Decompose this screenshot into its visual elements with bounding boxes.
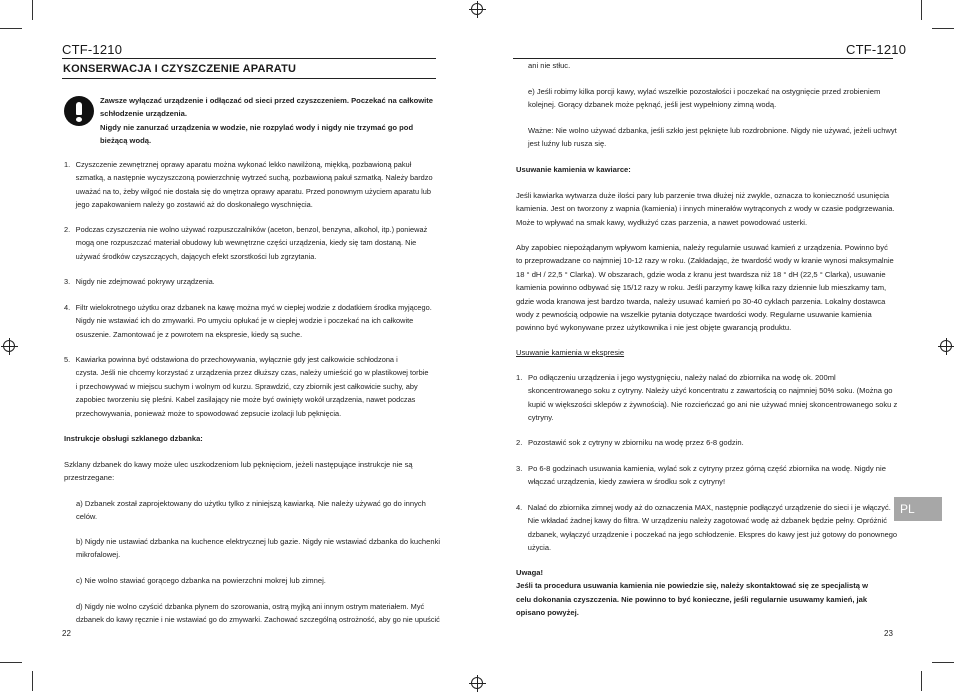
- item-line: Czyszczenie zewnętrznej oprawy aparatu można wykonać lekko nawilżoną, miękką, pozbawioną pakuł: [75, 160, 412, 169]
- paragraph-line: wody z pewnością odpowie na wszelkie pytania dotyczące twardości wody. Regularne usuwanie kamienia: [516, 310, 872, 320]
- caution-line: celu dokonania czyszczenia. Nie powinno to być konieczne, jeśli regularnie usuwamy kamień, jak: [516, 594, 868, 604]
- step-line: Pozostawić sok z cytryny w zbiorniku na wodę przez 6-8 godzin.: [528, 438, 744, 447]
- item-line: używać środków czyszczących, dających efekt szorstkości lub zgrzytania.: [75, 251, 317, 261]
- registration-mark-icon: [471, 3, 483, 15]
- descale-step-2: [516, 436, 744, 449]
- paragraph-line: gdzie woda kranowa jest bardzo twarda, należy usuwać kamień po 30-40 cyklach parzenia. Lokalny dostawca: [516, 296, 886, 306]
- crop-mark: [32, 671, 33, 691]
- glass-item-line: mikrofalowej.: [76, 550, 121, 560]
- continuation-line: ani nie stłuc.: [528, 61, 571, 70]
- page-number: 22: [62, 629, 71, 638]
- section-title: KONSERWACJA I CZYSZCZENIE APARATU: [63, 63, 297, 75]
- crop-mark: [0, 28, 22, 29]
- step-number: 2.: [516, 438, 523, 447]
- warning-line: Zawsze wyłączać urządzenie i odłączać od sieci przed czyszczeniem. Poczekać na całkowite: [100, 96, 434, 105]
- crop-mark: [921, 0, 922, 20]
- glass-item-line: celów.: [76, 512, 98, 522]
- maintenance-item-3: [64, 275, 440, 288]
- item-line: osuszenie. Zamontować je z powrotem na ekspresie, kiedy są suche.: [75, 329, 303, 339]
- left-page: [0, 0, 477, 691]
- important-note: [528, 124, 897, 151]
- step-line: użycia.: [527, 543, 552, 553]
- item-line: Filtr wielokrotnego użytku oraz dzbanek na kawę można myć w ciepłej wodzie z dodatkiem środka myjącego.: [75, 303, 432, 312]
- item-number: 4.: [64, 303, 71, 312]
- item-line: Nigdy nie wstawiać ich do zmywarki. Po umyciu opłukać je w ciepłej wodzie i poczekać na ich całkowite: [75, 316, 414, 326]
- caution-line: Uwaga!: [516, 568, 544, 577]
- descale-paragraph-1: [516, 189, 895, 229]
- maintenance-item-5: [64, 353, 440, 420]
- right-page-header: CTF-1210: [846, 42, 907, 57]
- step-line: Nie wkładać żadnej kawy do filtra. W urządzeniu należy zagotować wodę aż dzbanek będzie pełny. Opróżnić: [527, 516, 887, 526]
- item-line: Kawiarka powinna być odstawiona do przechowywania, wyłącznie gdy jest całkowicie schłodzona i: [75, 355, 398, 364]
- glass-item-line: a) Dzbanek został zaprojektowany do użytku tylko z niniejszą kawiarką. Nie należy używać go do innych: [76, 499, 426, 508]
- paragraph-line: 18 ° dH / 22,5 ° Clarka). W obszarach, gdzie woda z kranu jest twardsza niż 18 ° dH (22,5 ° Clarka), usuwanie: [516, 269, 886, 279]
- step-number: 1.: [516, 373, 523, 382]
- glass-item-line: dzbanek do kawy ręcznie i nie wstawiać go do zmywarki. Zachować szczególną ostrożność, aby go nie upuścić: [76, 615, 440, 625]
- right-page: [477, 0, 954, 691]
- maintenance-item-2: [64, 223, 440, 263]
- paragraph-line: kamienia. Jest on tworzony z wapnia (kamienia) i innych minerałów wytrąconych z wody w czasie podgrzewania.: [516, 204, 895, 214]
- crop-mark: [32, 0, 33, 20]
- item-number: 5.: [64, 355, 71, 364]
- crop-mark: [932, 662, 954, 663]
- glass-item-e: [528, 85, 880, 112]
- paragraph-line: to przeprowadzane co najmniej 10-12 razy w roku. (Zakładając, że twardość wody w kranie wynosi maksymalnie: [516, 256, 894, 266]
- glass-item-line: e) Jeśli robimy kilka porcji kawy, wylać wszelkie pozostałości i poczekać na ostygnięcie przed zrobieniem: [528, 87, 881, 96]
- paragraph-line: Aby zapobiec niepożądanym wpływom kamienia, należy regularnie usuwać kamień z urządzenia. Powinno być: [516, 243, 888, 252]
- glass-item-line: kolejnej. Gorący dzbanek może pęknąć, jeśli jest wypełniony zimną wodą.: [528, 100, 777, 110]
- item-line: zapobiec tworzeniu się pleśni. Kabel zasilający nie może być owinięty wokół urządzenia, nawet podczas: [75, 395, 416, 405]
- glass-item-line: d) Nigdy nie wolno czyścić dzbanka płynem do szorowania, ostrą myjką ani innym ostrym materiałem. Myć: [76, 602, 425, 611]
- caution-note: [516, 566, 868, 620]
- glass-intro-line: Szklany dzbanek do kawy może ulec uszkodzeniom lub pęknięciom, jeżeli następujące instrukcje nie są: [64, 460, 413, 469]
- espresso-heading: Usuwanie kamienia w ekspresie: [516, 348, 625, 357]
- step-line: skoncentrowanego soku z cytryny. Należy użyć koncentratu z zawartością co najmniej 50% soku. (Można go: [528, 386, 893, 396]
- warning-line: schłodzenie urządzenia.: [100, 109, 187, 119]
- descale-step-3: [516, 462, 886, 489]
- descale-step-4: [516, 501, 897, 555]
- item-line: mogą one rozpuszczać materiał obudowy lub wewnętrzne części urządzenia, kiedy się tam dostaną. Nie: [75, 238, 417, 248]
- item-line: szmatką, a następnie wyczyszczoną powierzchnię wytrzeć suchą, pozbawioną pakuł szmatką. Należy bardzo: [75, 173, 433, 183]
- paragraph-line: powinno być wykonywane przez użytkownika i nie jest objęte gwarancją produktu.: [516, 323, 792, 333]
- registration-mark-icon: [3, 340, 15, 352]
- step-line: dzbanek, wyłączyć urządzenie i poczekać na jego schłodzenie. Ekspres do kawy jest już gotowy do ponownego: [527, 529, 898, 539]
- registration-mark-icon: [940, 340, 952, 352]
- step-number: 3.: [516, 464, 523, 473]
- warning-text: [100, 94, 433, 148]
- important-line: jest luźny lub rusza się.: [528, 139, 607, 149]
- language-tab: PL: [894, 497, 942, 521]
- crop-mark: [0, 662, 22, 663]
- item-number: 2.: [64, 225, 71, 234]
- glass-heading: Instrukcje obsługi szklanego dzbanka:: [64, 434, 203, 443]
- step-line: Po odłączeniu urządzenia i jego wystygnięciu, należy nalać do zbiornika na wodę ok. 200ml: [528, 373, 836, 382]
- crop-mark: [921, 671, 922, 691]
- glass-item-b: [76, 535, 440, 562]
- paragraph-line: kamienia powinno odbywać się 15/12 razy w roku. Jeśli parzymy kawę kilka razy dziennie lub mieszkamy tam,: [516, 283, 887, 293]
- step-line: Po 6-8 godzinach usuwania kamienia, wylać sok z cytryny przez górną część zbiornika na wodę. Nigdy nie: [528, 464, 886, 473]
- warning-line: bieżącą wodą.: [100, 136, 152, 146]
- left-header-rule: [62, 58, 436, 59]
- maintenance-item-1: [64, 158, 440, 212]
- item-line: Nigdy nie zdejmować pokrywy urządzenia.: [75, 277, 215, 286]
- glass-intro-line: przestrzegane:: [64, 473, 115, 483]
- section-title-rule: [62, 78, 436, 79]
- maintenance-item-4: [64, 301, 440, 341]
- item-line: czysta. Jeśli nie chcemy korzystać z urządzenia przez dłuższy czas, należy umieścić go w plastikowej torbie: [75, 368, 429, 378]
- descale-paragraph-2: [516, 241, 894, 335]
- paragraph-line: Jeśli kawiarka wytwarza duże ilości pary lub parzenie trwa dłużej niż zwykle, oznacza to konieczność usunięcia: [516, 191, 890, 200]
- item-number: 1.: [64, 160, 71, 169]
- item-line: uważać na to, żeby wilgoć nie dostała się do wnętrza oprawy aparatu. Przed ponownym użyciem aparatu lub: [75, 186, 431, 196]
- caution-line: opisano powyżej.: [516, 608, 579, 618]
- glass-item-line: b) Nigdy nie ustawiać dzbanka na kuchence elektrycznej lub gazie. Nigdy nie wstawiać dzbanka do kuchenki: [76, 537, 441, 546]
- glass-intro: [64, 458, 413, 485]
- step-line: włączać urządzenia, kiedy zawiera w środku sok z cytryny!: [528, 477, 726, 487]
- item-number: 3.: [64, 277, 71, 286]
- registration-mark-icon: [471, 677, 483, 689]
- item-line: i przechowywać w miejscu suchym i wolnym od kurzu. Sprawdzić, czy zbiornik jest całkowicie suchy, aby: [75, 381, 418, 391]
- descale-step-1: [516, 371, 897, 425]
- warning-line: Nigdy nie zanurzać urządzenia w wodzie, nie rozpylać wody i nigdy nie trzymać go pod: [100, 122, 414, 132]
- step-line: cytryny.: [528, 413, 554, 423]
- glass-item-a: [76, 497, 426, 524]
- left-page-header: CTF-1210: [62, 42, 123, 57]
- item-line: jego zapakowaniem należy go zostawić aż do doskonałego wyschnięcia.: [75, 200, 313, 210]
- descale-heading: Usuwanie kamienia w kawiarce:: [516, 165, 631, 174]
- item-line: Podczas czyszczenia nie wolno używać rozpuszczalników (aceton, benzol, benzyna, alkohol, itp.) ponieważ: [75, 225, 428, 234]
- item-line: przechowywania, ponieważ może to spowodować zepsucie izolacji lub pęknięcia.: [75, 408, 342, 418]
- step-number: 4.: [516, 503, 523, 512]
- crop-mark: [932, 28, 954, 29]
- glass-item-line: c) Nie wolno stawiać gorącego dzbanka na powierzchni mokrej lub zimnej.: [76, 576, 326, 585]
- caution-line: Jeśli ta procedura usuwania kamienia nie powiedzie się, należy skontaktować się ze specjalistą w: [516, 581, 868, 591]
- glass-item-c: [76, 574, 326, 587]
- important-line: Ważne: Nie wolno używać dzbanka, jeśli szkło jest pęknięte lub rozdrobnione. Nigdy nie używać, jeżeli uchwyt: [528, 126, 897, 135]
- step-line: Nalać do zbiornika zimnej wody aż do oznaczenia MAX, następnie podłączyć urządzenie do sieci i je włączyć.: [527, 503, 891, 512]
- page-number: 23: [884, 629, 893, 638]
- paragraph-line: Może to wpływać na smak kawy, wydłużyć czas parzenia, a nawet powodować usterki.: [516, 217, 808, 227]
- warning-icon: [64, 96, 94, 126]
- glass-item-d: [76, 600, 440, 627]
- step-line: kupić w większości sklepów z żywnością). Nie rozcieńczać go ani nie używać mniej skoncentrowanego soku z: [528, 399, 898, 409]
